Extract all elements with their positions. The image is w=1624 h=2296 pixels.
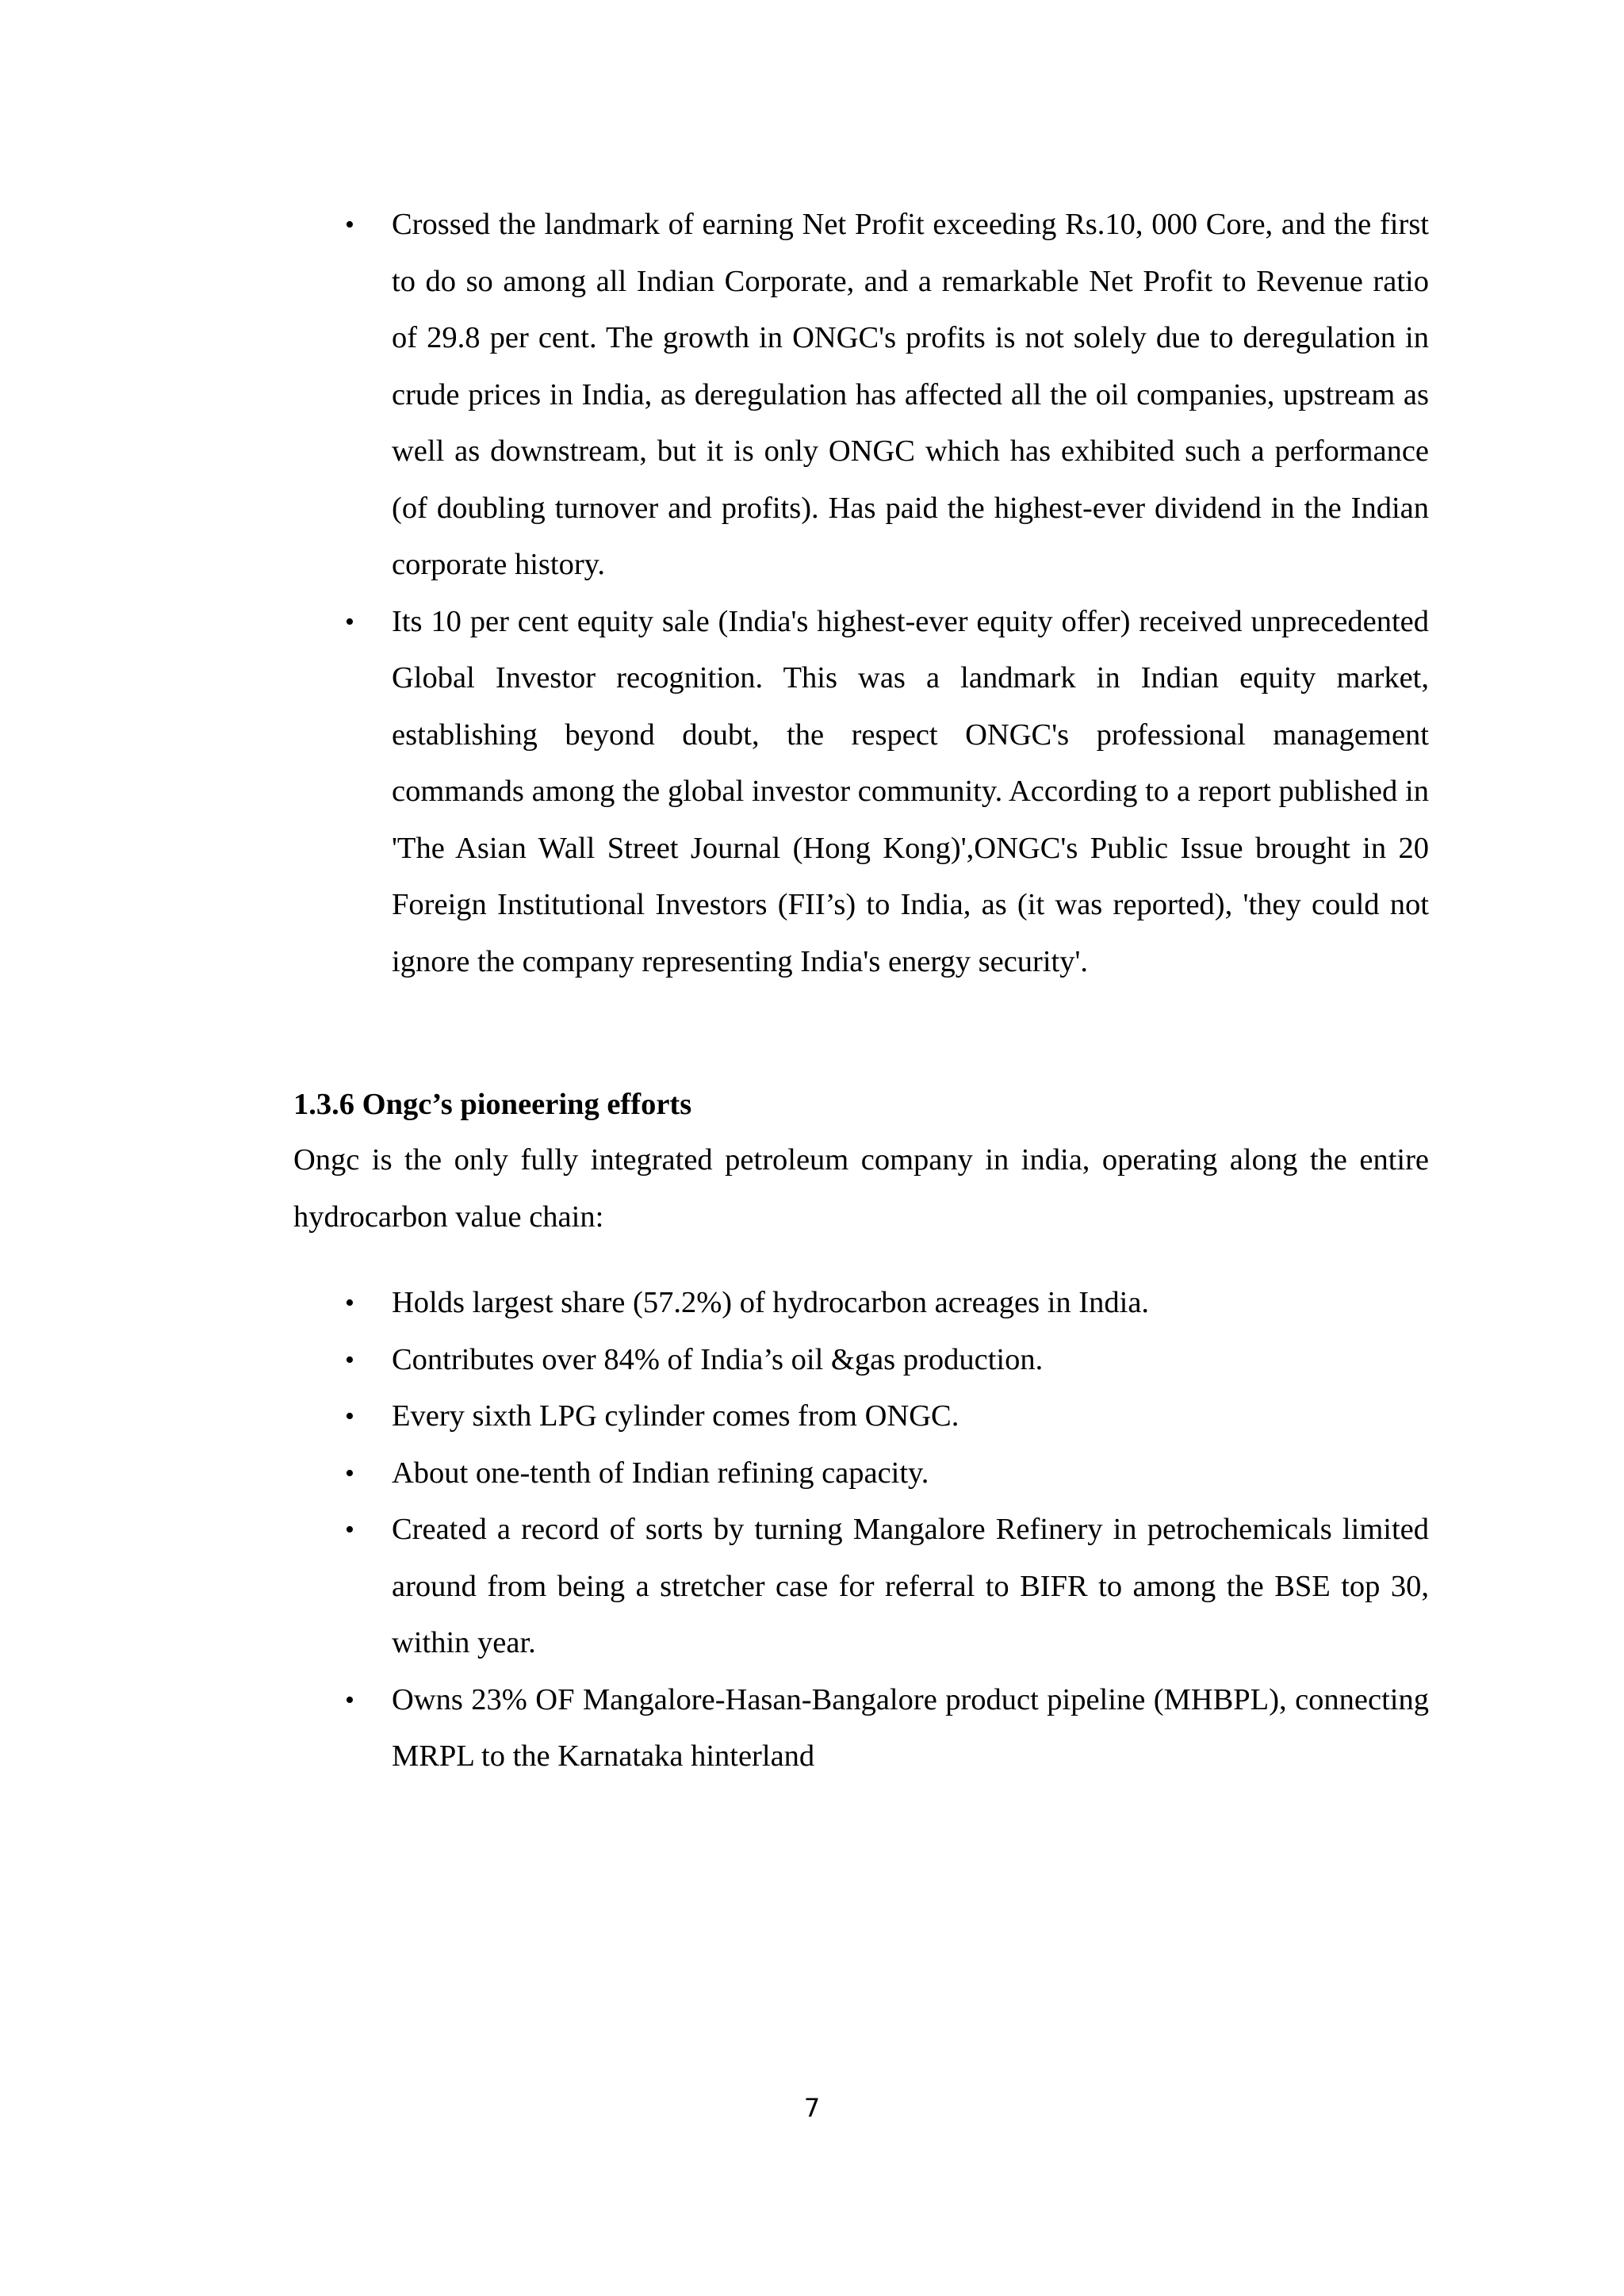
top-bullet-list-block: [293, 197, 1429, 990]
list-item-text: Its 10 per cent equity sale (India's highest-ever equity offer) received unprecedented Global Investor recognition. This was a landmark in Indian equity market, establishing beyond doubt, the respect ONGC's professional management commands among the global investor community. According to a report published in 'The Asian Wall Street Journal (Hong Kong)',ONGC's Public Issue brought in 20 Foreign Institutional Investors (FII’s) to India, as (it was reported), 'they could not ignore the company representing India's energy security'.: [392, 604, 1429, 978]
list-item-text: About one-tenth of Indian refining capacity.: [392, 1456, 929, 1490]
list-item: [293, 1275, 1429, 1332]
efforts-bullet-list: [293, 1275, 1429, 1785]
efforts-bullet-list-block: [293, 1275, 1429, 1785]
bullet-icon: •: [345, 1345, 354, 1375]
list-item: [293, 197, 1429, 594]
list-item: [293, 1388, 1429, 1445]
list-item-text: Every sixth LPG cylinder comes from ONGC.: [392, 1399, 959, 1433]
section-heading: 1.3.6 Ongc’s pioneering efforts: [293, 1088, 692, 1121]
list-item: [293, 1445, 1429, 1502]
bullet-icon: •: [345, 1685, 354, 1715]
list-item-text: Contributes over 84% of India’s oil &gas production.: [392, 1342, 1044, 1376]
intro-paragraph: Ongc is the only fully integrated petroleum company in india, operating along the entire hydrocarbon value chain:: [293, 1143, 1429, 1234]
list-item-text: Owns 23% OF Mangalore-Hasan-Bangalore product pipeline (MHBPL), connecting MRPL to the Karnataka hinterland: [392, 1682, 1429, 1773]
bullet-icon: •: [345, 1458, 354, 1488]
list-item-text: Crossed the landmark of earning Net Profit exceeding Rs.10, 000 Core, and the first to do so among all Indian Corporate, and a remarkable Net Profit to Revenue ratio of 29.8 per cent. The growth in ONGC's profits is not solely due to deregulation in crude prices in India, as deregulation has affected all the oil companies, upstream as well as downstream, but it is only ONGC which has exhibited such a performance (of doubling turnover and profits). Has paid the highest-ever dividend in the Indian corporate history.: [392, 208, 1429, 581]
bullet-icon: •: [345, 1402, 354, 1431]
list-item: [293, 1502, 1429, 1672]
bullet-icon: •: [345, 1515, 354, 1544]
bullet-icon: •: [345, 210, 354, 239]
list-item-text: Created a record of sorts by turning Mangalore Refinery in petrochemicals limited around from being a stretcher case for referral to BIFR to among the BSE top 30, within year.: [392, 1513, 1429, 1659]
bullet-icon: •: [345, 607, 354, 637]
list-item: [293, 1332, 1429, 1389]
top-bullet-list: [293, 197, 1429, 990]
list-item: [293, 594, 1429, 991]
list-item: [293, 1672, 1429, 1785]
bullet-icon: •: [345, 1288, 354, 1318]
list-item-text: Holds largest share (57.2%) of hydrocarbon acreages in India.: [392, 1286, 1150, 1319]
page-number: 7: [803, 2093, 821, 2123]
